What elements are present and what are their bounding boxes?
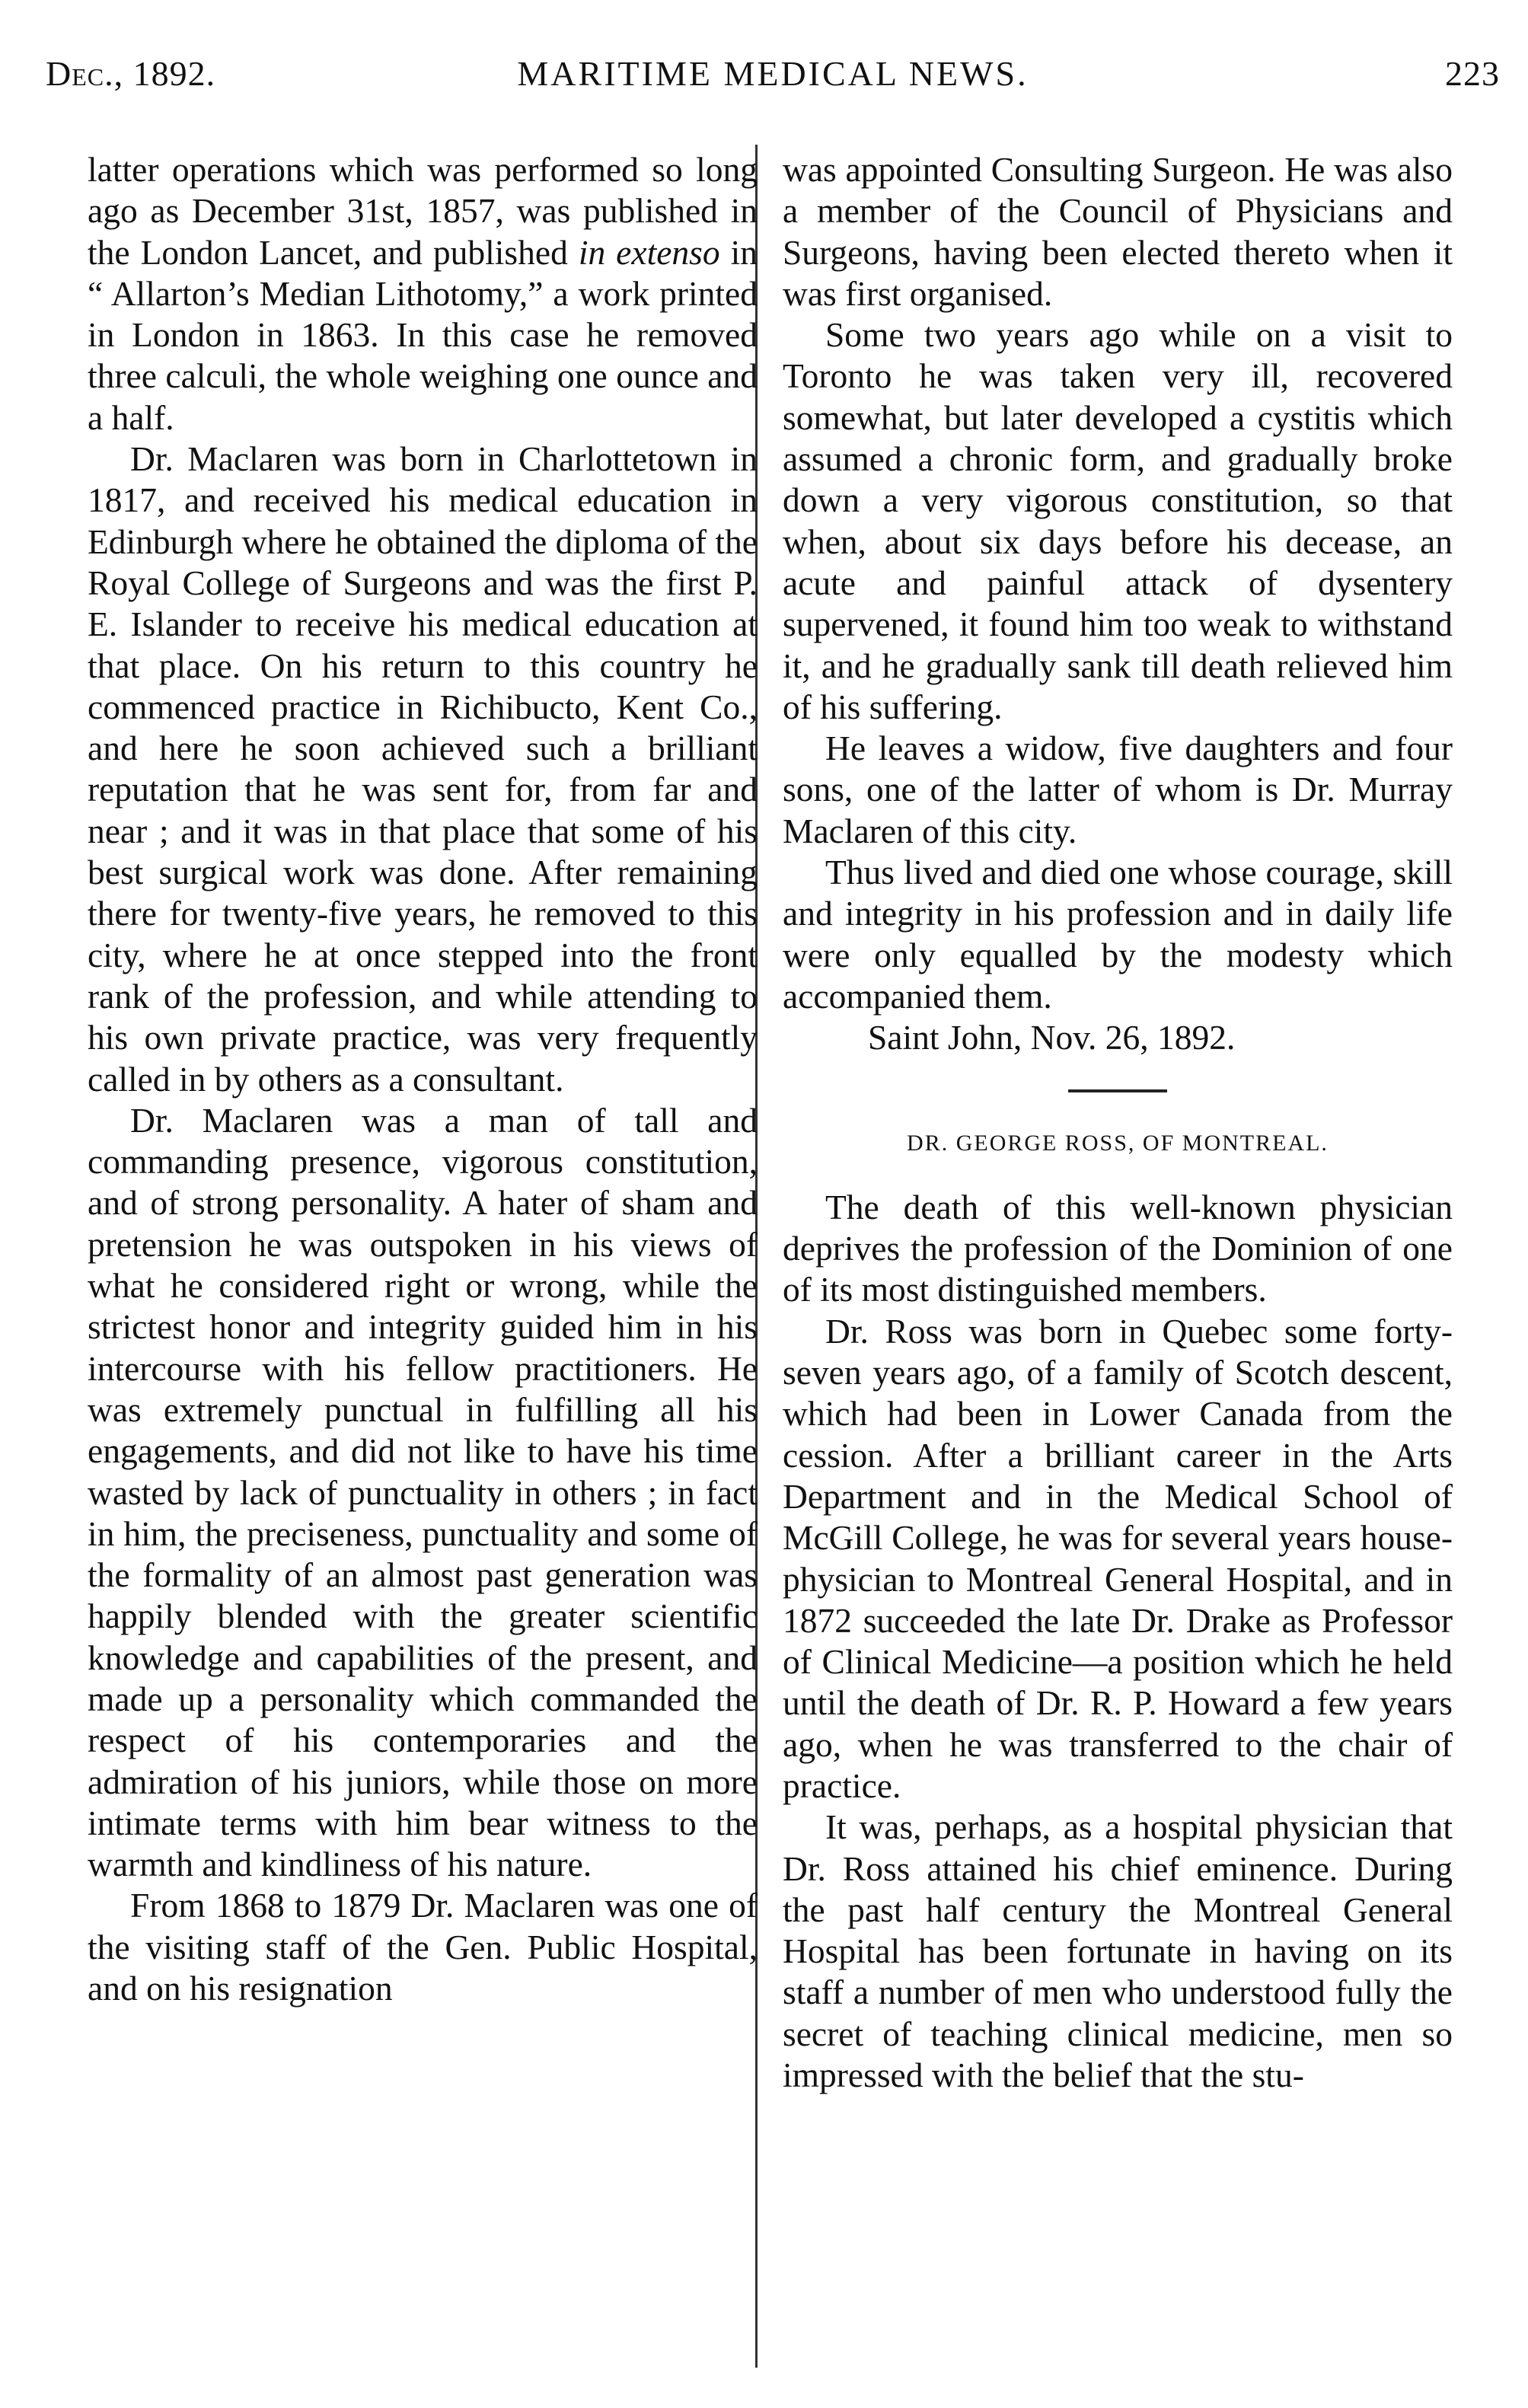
paragraph-text: in “ Allarton’s Median Lithotomy,” a work printed in London in 1863. In this case he removed three calculi, the whole weighing one ounce and a half. xyxy=(88,232,758,437)
paragraph: The death of this well-known physician deprives the profession of the Dominion of one of its most distinguished members. xyxy=(783,1187,1453,1309)
paragraph: Dr. Ross was born in Quebec some forty-seven years ago, of a family of Scotch descent, which had been in Lower Canada from the cession. After a brilliant career in the Arts Department and in the Medical School of McGill College, he was for several years house-physician to Montreal General Hospital, and in 1872 succeeded the late Dr. Drake as Professor of Clinical Medicine—a position which he held until the death of Dr. R. P. Howard a few years ago, when he was transferred to the chair of practice. xyxy=(783,1311,1453,1805)
paragraph-text: latter operations which was performed so long ago as December 31st, 1857, was published in the London Lancet, and published xyxy=(88,150,758,272)
paragraph: It was, perhaps, as a hospital physician that Dr. Ross attained his chief eminence. During the past half century the Montreal General Hospital has been fortunate in having on its staff a number of men who understood fully the secret of teaching clinical medicine, men so impressed with the belief that the stu- xyxy=(783,1807,1453,2095)
paragraph: Dr. Maclaren was a man of tall and commanding presence, vigorous constitution, and of strong personality. A hater of sham and pretension he was outspoken in his views of what he considered right or wrong, while the strictest honor and integrity guided him in his intercourse with his fellow practitioners. He was extremely punctual in fulfilling all his engagements, and did not like to have his time wasted by lack of punctuality in others ; in fact in him, the preciseness, punctuality and some of the formality of an almost past generation was happily blended with the greater scientific knowledge and capabilities of the present, and made up a personality which commanded the respect of his contemporaries and the admiration of his juniors, while those on more intimate terms with him bear witness to the warmth and kindliness of his nature. xyxy=(88,1100,758,1884)
issue-date: Dec., 1892. xyxy=(46,54,216,93)
paragraph: was appointed Consulting Surgeon. He was also a member of the Council of Physicians and Surgeons, having been elected thereto when it was first organised. xyxy=(783,150,1453,313)
paragraph: Dr. Maclaren was born in Charlottetown in 1817, and received his medical education in Edinburgh where he obtained the diploma of the Royal College of Surgeons and was the first P. E. Islander to receive his medical education at that place. On his return to this country he commenced practice in Richibucto, Kent Co., and here he soon achieved such a brilliant reputation that he was sent for, from far and near ; and it was in that place that some of his best surgical work was done. After remaining there for twenty-five years, he removed to this city, where he at once stepped into the front rank of the profession, and while attending to his own private practice, was very frequently called in by others as a consultant. xyxy=(88,439,758,1099)
running-head xyxy=(46,53,1500,107)
paragraph: Thus lived and died one whose courage, skill and integrity in his profession and in daily life were only equalled by the modesty which accompanied them. xyxy=(783,853,1453,1016)
paragraph: Some two years ago while on a visit to Toronto he was taken very ill, recovered somewhat, but later developed a cystitis which assumed a chronic form, and gradually broke down a very vigorous constitution, so that when, about six days before his decease, an acute and painful attack of dysentery supervened, it found him too weak to withstand it, and he gradually sank till death relieved him of his suffering. xyxy=(783,315,1453,726)
italic-phrase: in extenso xyxy=(578,232,720,272)
paragraph xyxy=(88,149,758,439)
section-divider xyxy=(1068,1089,1167,1092)
left-column xyxy=(88,149,758,2009)
right-column xyxy=(783,149,1453,2096)
paragraph: From 1868 to 1879 Dr. Maclaren was one of the visiting staff of the Gen. Public Hospital, and on his resignation xyxy=(88,1886,758,2008)
page-number: 223 xyxy=(1445,54,1500,93)
section-title: DR. GEORGE ROSS, OF MONTREAL. xyxy=(907,1130,1329,1156)
dateline: Saint John, Nov. 26, 1892. xyxy=(868,1018,1236,1057)
journal-title: MARITIME MEDICAL NEWS. xyxy=(517,54,1029,93)
paragraph: He leaves a widow, five daughters and four sons, one of the latter of whom is Dr. Murray Maclaren of this city. xyxy=(783,729,1453,850)
